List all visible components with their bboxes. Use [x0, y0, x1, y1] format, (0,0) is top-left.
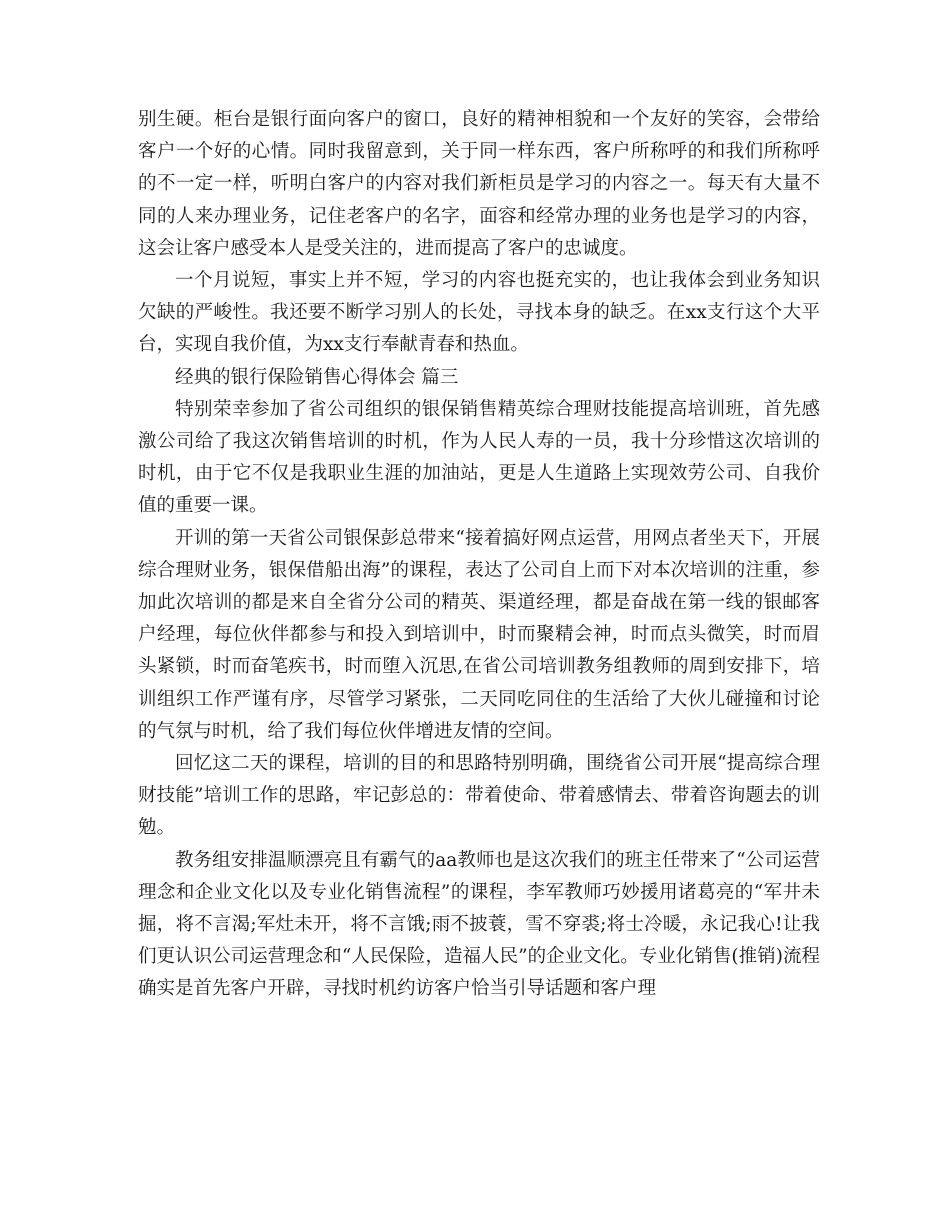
section-heading: 经典的银行保险销售心得体会 篇三: [175, 366, 459, 388]
paragraph-5: 回忆这二天的课程，培训的目的和思路特别明确，围绕省公司开展“提高综合理财技能”培训工作的思路，牢记彭总的：带着使命、带着感情去、带着咨询题去的训勉。: [138, 753, 820, 839]
paragraph-2: 一个月说短，事实上并不短，学习的内容也挺充实的，也让我体会到业务知识欠缺的严峻性。我还要不断学习别人的长处，寻找本身的缺乏。在xx支行这个大平台，实现自我价值，为xx支行奉献青春和热血。: [138, 270, 820, 356]
paragraph-4: 开训的第一天省公司银保彭总带来“接着搞好网点运营，用网点者坐天下，开展综合理财业务，银保借船出海”的课程，表达了公司自上而下对本次培训的注重，参加此次培训的都是来自全省分公司的精英、渠道经理，都是奋战在第一线的银邮客户经理，每位伙伴都参与和投入到培训中，时而聚精会神，时而点头微笑，时而眉头紧锁，时而奋笔疾书，时而堕入沉思,在省公司培训教务组教师的周到安排下，培训组织工作严谨有序，尽管学习紧张，二天同吃同住的生活给了大伙儿碰撞和讨论的气氛与时机，给了我们每位伙伴增进友情的空间。: [138, 527, 820, 742]
paragraph-3: 特别荣幸参加了省公司组织的银保销售精英综合理财技能提高培训班，首先感激公司给了我这次销售培训的时机，作为人民人寿的一员，我十分珍惜这次培训的时机，由于它不仅是我职业生涯的加油站，更是人生道路上实现效劳公司、自我价值的重要一课。: [138, 398, 820, 517]
paragraph-1: 别生硬。柜台是银行面向客户的窗口，良好的精神相貌和一个友好的笑容，会带给客户一个好的心情。同时我留意到，关于同一样东西，客户所称呼的和我们所称呼的不一定一样，听明白客户的内容对我们新柜员是学习的内容之一。每天有大量不同的人来办理业务，记住老客户的名字，面容和经常办理的业务也是学习的内容，这会让客户感受本人是受关注的，进而提高了客户的忠诚度。: [138, 109, 820, 259]
paragraph-6: 教务组安排温顺漂亮且有霸气的aa教师也是这次我们的班主任带来了“公司运营理念和企业文化以及专业化销售流程”的课程，李军教师巧妙援用诸葛亮的“军井未掘，将不言渴;军灶未开，将不言饿;雨不披蓑，雪不穿裘;将士冷暖，永记我心!让我们更认识公司运营理念和“人民保险，造福人民”的企业文化。专业化销售(推销)流程确实是首先客户开辟，寻找时机约访客户恰当引导话题和客户理: [138, 849, 820, 1000]
document-body: [138, 104, 820, 1006]
